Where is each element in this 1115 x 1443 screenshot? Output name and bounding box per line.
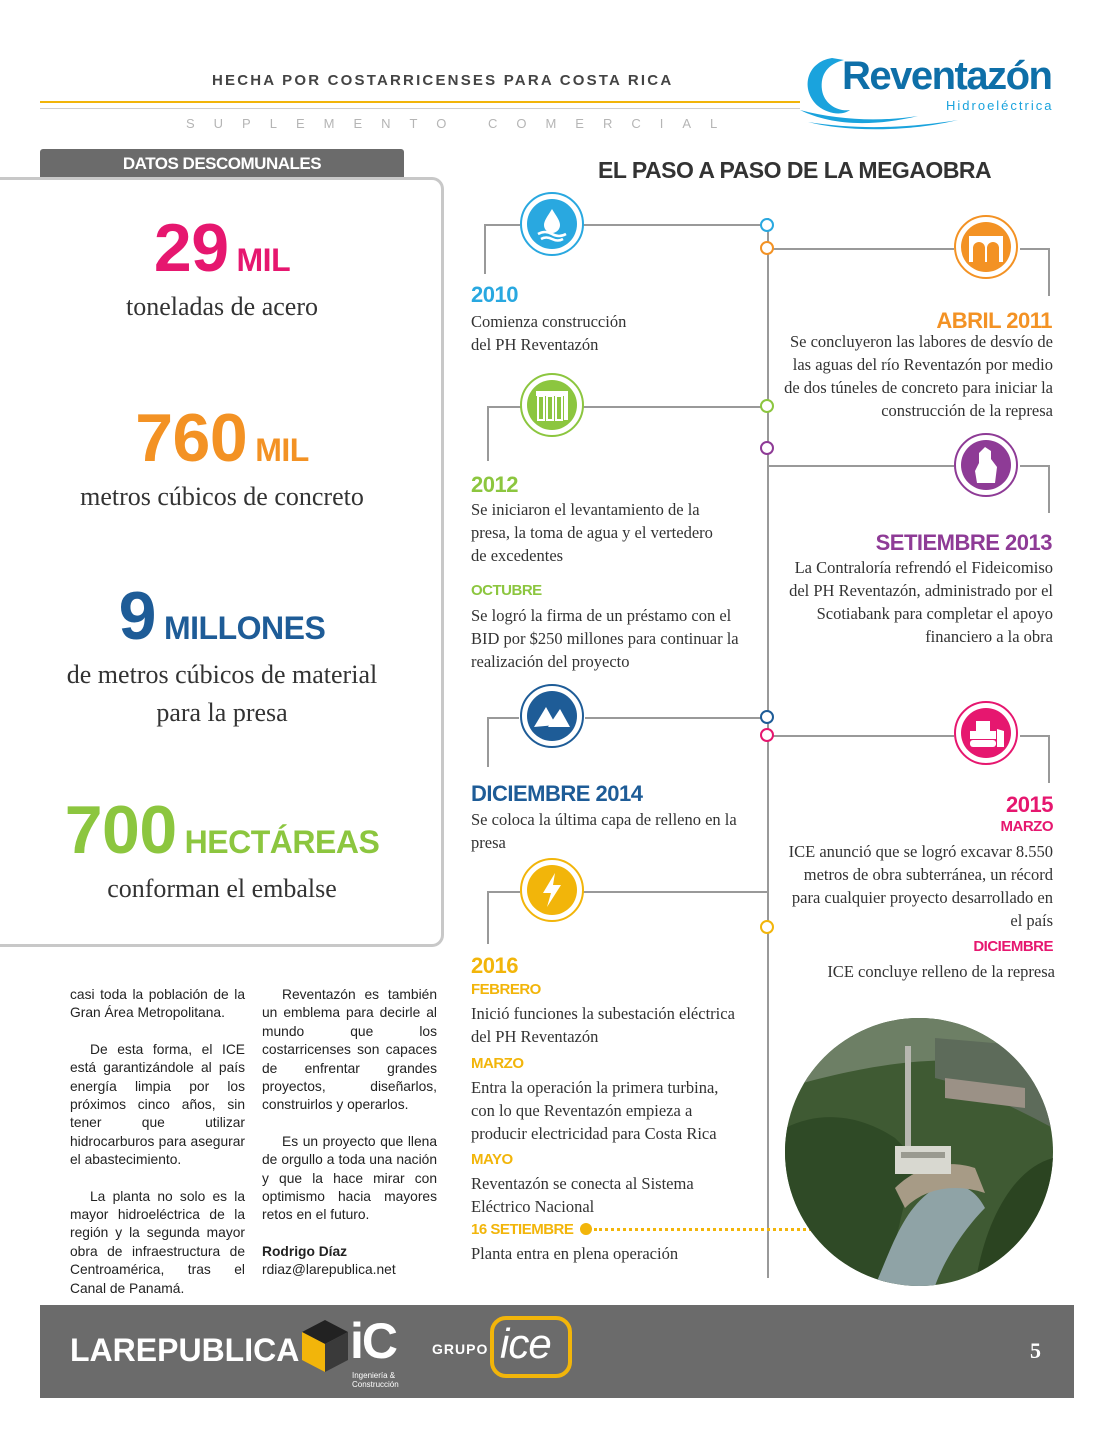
stat-concreto — [0, 400, 444, 516]
stat-desc: toneladas de acero — [125, 292, 318, 321]
header-rule — [40, 101, 800, 103]
timeline-axis — [767, 218, 769, 1278]
header-rule-thin — [40, 108, 800, 109]
logo-sub: Hidroeléctrica — [946, 98, 1054, 113]
stat-unit: HECTÁREAS — [184, 824, 380, 860]
footer-brand-larepublica: LAREPUBLICA — [70, 1332, 300, 1368]
dam-icon — [534, 388, 570, 422]
author-email[interactable]: rdiaz@larepublica.net — [262, 1262, 396, 1278]
connector — [1048, 248, 1050, 296]
event-2011-text: Se concluyeron las labores de desvío de las aguas del río Reventazón por medio de dos túneles de concreto para iniciar la construcción de la represa — [784, 332, 1053, 420]
footer-grupo-label: GRUPO — [432, 1341, 489, 1357]
paragraph: Reventazón es también un emblema para decirle al mundo que los costarricenses son capaces de enfrentar grandes proyectos, diseñarlos, construirlos y operarlos. — [262, 987, 437, 1113]
paragraph: Es un proyecto que llena de orgullo a toda una nación y que la hace mirar con optimismo hacia mayores retos en el futuro. — [262, 1133, 437, 1223]
footer-brand-ic: iC — [350, 1313, 396, 1369]
section-label: SUPLEMENTO COMERCIAL — [186, 116, 737, 131]
event-2013-text: La Contraloría refrendó el Fideicomiso del PH Reventazón, administrado por el Scotiabank para completar el apoyo financiero a la obra — [789, 558, 1053, 646]
header-kicker: HECHA POR COSTARRICENSES PARA COSTA RICA — [212, 72, 674, 89]
lightning-icon — [537, 871, 567, 909]
stat-hectareas — [0, 792, 444, 908]
stat-number: 760 — [135, 400, 248, 476]
article-column-2 — [262, 986, 437, 1280]
pointer-dot — [580, 1223, 592, 1235]
event-2012-text2: Se logró la firma de un préstamo con el BID por $250 millones para continuar la realización del proyecto — [471, 606, 739, 671]
mountains-icon — [532, 701, 572, 731]
ic-cube-icon — [300, 1318, 350, 1379]
connector — [1020, 465, 1050, 467]
dam-aerial-photo — [785, 1018, 1053, 1286]
logo-name: Reventazón — [842, 54, 1052, 98]
event-2015-text2: ICE concluye relleno de la represa — [827, 962, 1055, 981]
stat-unit: MIL — [255, 432, 309, 468]
event-2016-month: MAYO — [471, 1151, 513, 1168]
connector — [487, 717, 489, 767]
footer-brand-ice: ice — [500, 1320, 551, 1367]
water-drop-icon — [534, 206, 570, 242]
stat-number: 700 — [64, 792, 177, 868]
timeline-title: EL PASO A PASO DE LA MEGAOBRA — [598, 157, 992, 183]
event-2010-icon — [520, 192, 584, 256]
paragraph: De esta forma, el ICE está garantizándole al país energía limpia por los próximos cinco años, sin tener que utilizar hidrocarburos para asegurar el abastecimiento. — [70, 1041, 245, 1168]
stat-desc: de metros cúbicos de material para la presa — [66, 660, 378, 727]
timeline-dot — [760, 920, 774, 934]
connector — [580, 406, 767, 408]
connector — [487, 891, 520, 893]
stat-desc: metros cúbicos de concreto — [80, 482, 364, 511]
event-2016-month: FEBRERO — [471, 981, 541, 998]
stat-unit: MIL — [236, 242, 291, 278]
connector — [583, 891, 767, 893]
event-2012-month: OCTUBRE — [471, 582, 542, 599]
connector — [1020, 248, 1050, 250]
timeline-dot — [760, 218, 774, 232]
stat-unit: MILLONES — [164, 610, 326, 646]
datos-tab: DATOS DESCOMUNALES — [40, 149, 404, 179]
bulldozer-icon — [966, 717, 1006, 749]
paragraph: La planta no solo es la mayor hidroeléctrica de la región y la segunda mayor obra de infraestructura de Centroamérica, tras el Canal de Panamá. — [70, 1188, 245, 1296]
event-2014-text: Se coloca la última capa de relleno en la presa — [471, 810, 737, 852]
event-2013-icon — [954, 433, 1018, 497]
connector — [768, 465, 954, 467]
connector — [487, 717, 519, 719]
event-2012-text: Se iniciaron el levantamiento de la presa, la toma de agua y el vertedero de excedentes — [471, 500, 713, 565]
event-2014-year: DICIEMBRE 2014 — [471, 781, 643, 806]
timeline-dot — [760, 441, 774, 455]
connector — [1048, 735, 1050, 783]
reventazon-logo — [798, 50, 1058, 132]
event-2014-icon — [520, 684, 584, 748]
connector — [768, 735, 954, 737]
connector — [585, 717, 767, 719]
event-2016-icon — [520, 858, 584, 922]
connector — [553, 224, 767, 226]
event-2015-month: MARZO — [1000, 818, 1053, 835]
event-2010-text: Comienza construcción del PH Reventazón — [471, 312, 627, 354]
timeline-dot — [760, 710, 774, 724]
stat-number: 29 — [153, 210, 229, 286]
map-icon — [971, 445, 1001, 485]
connector — [1048, 465, 1050, 513]
author-name: Rodrigo Díaz — [262, 1243, 348, 1259]
aerial-photo-image — [785, 1018, 1053, 1286]
timeline-dot — [760, 399, 774, 413]
connector — [768, 248, 954, 250]
event-2016-text: Planta entra en plena operación — [471, 1244, 679, 1263]
stat-number: 9 — [118, 578, 156, 654]
event-2012-year: 2012 — [471, 472, 518, 497]
event-2016-text: Inició funciones la subestación eléctrica del PH Reventazón — [471, 1004, 735, 1046]
page-number: 5 — [1030, 1338, 1041, 1363]
timeline-dot — [760, 241, 774, 255]
event-2016-text: Reventazón se conecta al Sistema Eléctrico Nacional — [471, 1174, 694, 1216]
event-2015-text: ICE anunció que se logró excavar 8.550 metros de obra subterránea, un récord para cualquier proyecto desarrollado en el país — [788, 842, 1053, 930]
footer-brand-ic-sub: Ingeniería & Construcción — [352, 1371, 399, 1389]
article-column-1 — [70, 986, 245, 1316]
connector — [484, 224, 520, 226]
stat-desc: conforman el embalse — [107, 874, 337, 903]
event-2011-year: ABRIL 2011 — [936, 308, 1052, 333]
tunnels-icon — [967, 230, 1005, 264]
event-2015-icon — [954, 701, 1018, 765]
connector — [487, 406, 489, 461]
event-2011-icon — [954, 215, 1018, 279]
event-2016-text: Entra la operación la primera turbina, con lo que Reventazón empieza a producir electricidad para Costa Rica — [471, 1078, 719, 1143]
event-2016-month: MARZO — [471, 1055, 524, 1072]
connector — [1020, 735, 1050, 737]
stat-acero — [0, 210, 444, 326]
event-2013-year: SETIEMBRE 2013 — [875, 530, 1052, 555]
event-2010-year: 2010 — [471, 282, 518, 307]
timeline-dot — [760, 728, 774, 742]
connector — [487, 406, 522, 408]
paragraph: casi toda la población de la Gran Área Metropolitana. — [70, 987, 245, 1021]
stat-material — [0, 578, 444, 731]
connector — [484, 224, 486, 274]
event-2012-icon — [520, 373, 584, 437]
event-2016-month: 16 SETIEMBRE — [471, 1221, 574, 1238]
connector — [487, 891, 489, 944]
event-2015-year: 2015 — [1006, 792, 1053, 817]
event-2016-year: 2016 — [471, 953, 518, 978]
event-2015-month2: DICIEMBRE — [973, 938, 1053, 955]
